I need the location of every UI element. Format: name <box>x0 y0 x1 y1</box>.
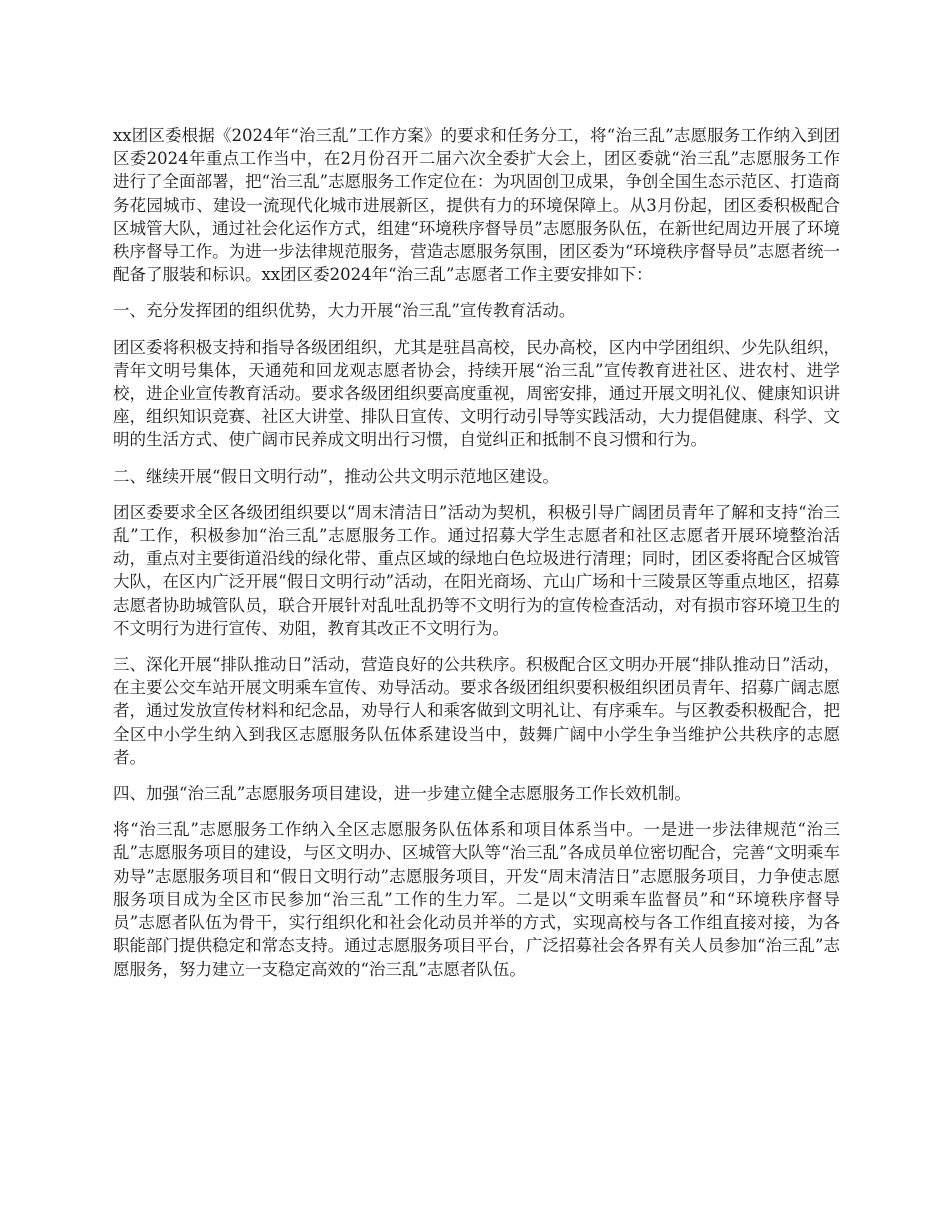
section-1-paragraph: 团区委将积极支持和指导各级团组织，尤其是驻昌高校，民办高校，区内中学团组织、少先队组织，青年文明号集体，天通苑和回龙观志愿者协会，持续开展“治三乱”宣传教育进社区、进农村、进学校，进企业宣传教育活动。要求各级团组织要高度重视，周密安排，通过开展文明礼仪、健康知识讲座，组织知识竞赛、社区大讲堂、排队日宣传、文明行动引导等实践活动，大力提倡健康、科学、文明的生活方式、使广阔市民养成文明出行习惯，自觉纠正和抵制不良习惯和行为。 <box>113 337 840 450</box>
intro-paragraph: xx团区委根据《2024年“治三乱”工作方案》的要求和任务分工，将“治三乱”志愿服务工作纳入到团区委2024年重点工作当中，在2月份召开二届六次全委扩大会上，团区委就“治三乱”志愿服务工作进行了全面部署，把“治三乱”志愿服务工作定位在：为巩固创卫成果，争创全国生态示范区、打造商务花园城市、建设一流现代化城市进展新区，提供有力的环境保障上。从3月份起，团区委积极配合区城管大队，通过社会化运作方式，组建“环境秩序督导员”志愿服务队伍，在新世纪周边开展了环境秩序督导工作。为进一步法律规范服务，营造志愿服务氛围，团区委为“环境秩序督导员”志愿者统一配备了服装和标识。xx团区委2024年“治三乱”志愿者工作主要安排如下： <box>113 126 840 285</box>
section-1-heading: 一、充分发挥团的组织优势，大力开展“治三乱”宣传教育活动。 <box>113 301 576 321</box>
section-2-paragraph: 团区委要求全区各级团组织要以“周末清洁日”活动为契机，积极引导广阔团员青年了解和支持“治三乱”工作，积极参加“治三乱”志愿服务工作。通过招募大学生志愿者和社区志愿者开展环境整治活动，重点对主要街道沿线的绿化带、重点区域的绿地白色垃圾进行清理；同时，团区委将配合区城管大队，在区内广泛开展“假日文明行动”活动，在阳光商场、亢山广场和十三陵景区等重点地区，招募志愿者协助城管队员，联合开展针对乱吐乱扔等不文明行为的宣传检查活动，对有损市容环境卫生的不文明行为进行宣传、劝阻，教育其改正不文明行为。 <box>113 502 840 638</box>
section-4-paragraph: 将“治三乱”志愿服务工作纳入全区志愿服务队伍体系和项目体系当中。一是进一步法律规范“治三乱”志愿服务项目的建设，与区文明办、区城管大队等“治三乱”各成员单位密切配合，完善“文明乘车劝导”志愿服务项目和“假日文明行动”志愿服务项目，开发“周末清洁日”志愿服务项目，力争使志愿服务项目成为全区市民参加“治三乱”工作的生力军。二是以“文明乘车监督员”和“环境秩序督导员”志愿者队伍为骨干，实行组织化和社会化动员并举的方式，实现高校与各工作组直接对接，为各职能部门提供稳定和常态支持。通过志愿服务项目平台，广泛招募社会各界有关人员参加“治三乱”志愿服务，努力建立一支稳定高效的“治三乱”志愿者队伍。 <box>113 820 840 979</box>
document-body <box>113 124 840 994</box>
section-4-heading: 四、加强“治三乱”志愿服务项目建设，进一步建立健全志愿服务工作长效机制。 <box>113 784 691 804</box>
section-2-heading: 二、继续开展“假日文明行动”，推动公共文明示范地区建设。 <box>113 466 559 486</box>
section-3-paragraph: 三、深化开展“排队推动日”活动，营造良好的公共秩序。积极配合区文明办开展“排队推动日”活动，在主要公交车站开展文明乘车宣传、劝导活动。要求各级团组织要积极组织团员青年、招募广阔志愿者，通过发放宣传材料和纪念品，劝导行人和乘客做到文明礼让、有序乘车。与区教委积极配合，把全区中小学生纳入到我区志愿服务队伍体系建设当中，鼓舞广阔中小学生争当维护公共秩序的志愿者。 <box>113 655 840 767</box>
